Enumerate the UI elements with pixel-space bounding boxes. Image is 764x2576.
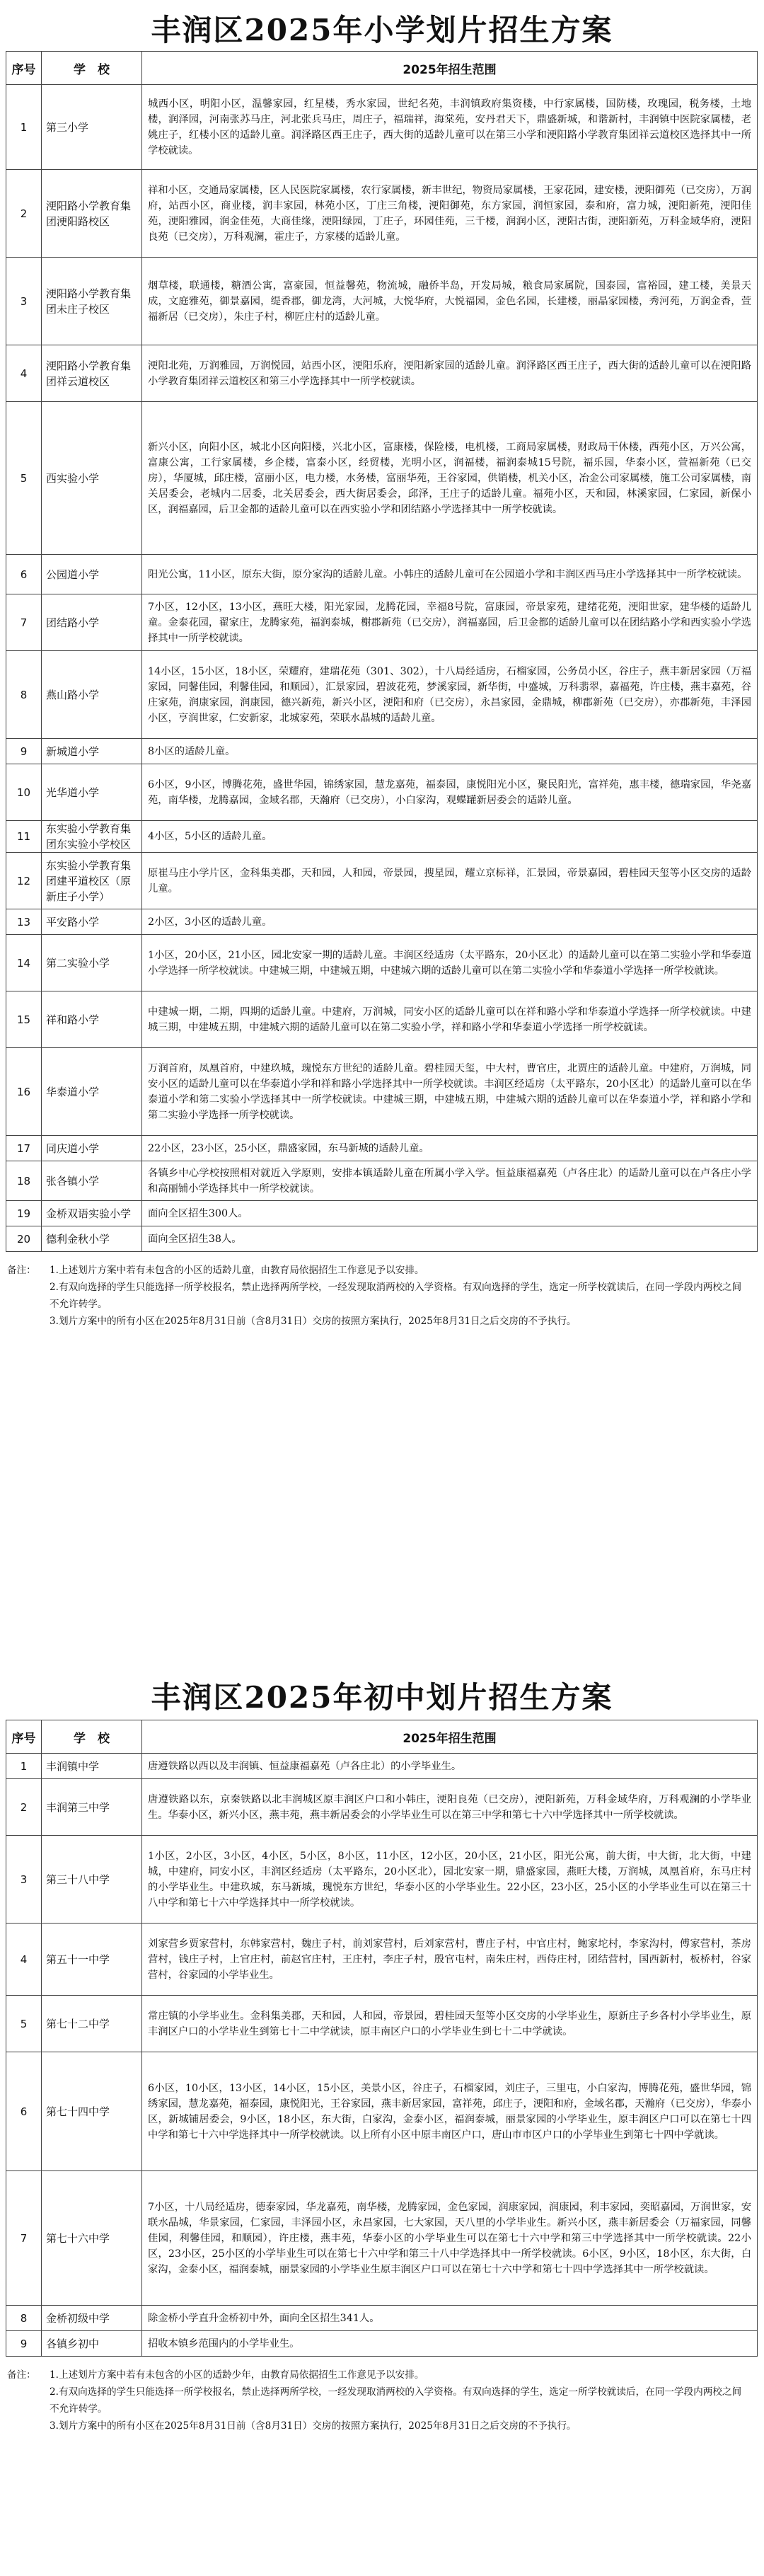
enrollment-scope: 万润首府，凤凰首府，中建玖城，瑰悦东方世纪的适龄儿童。碧桂园天玺，中大村，曹官庄，北贾庄的适龄儿童。中建府，万润城，同安小区的适龄儿童可以在华泰道小学和祥和路小学选择其中一所学校就读。丰润区经适房（太平路东，20小区北）的适龄儿童可以在华泰道小学和第二实验小学选择其中一所学校就读。中建城三期，中建城五期，中建城六期的适龄儿童可以在华泰道小学，祥和路小学和第二实验小学选择一所学校就读。 — [142, 1048, 758, 1136]
row-number: 7 — [6, 594, 42, 651]
header-scope: 2025年招生范围 — [142, 52, 758, 85]
school-name: 金桥初级中学 — [42, 2306, 142, 2331]
table-row — [6, 1161, 758, 1201]
row-number: 11 — [6, 821, 42, 853]
school-name: 同庆道小学 — [42, 1136, 142, 1161]
row-number: 1 — [6, 1754, 42, 1779]
table-row — [6, 1136, 758, 1161]
table-row — [6, 2052, 758, 2171]
header-school: 学 校 — [42, 52, 142, 85]
table-row — [6, 555, 758, 594]
note-lead — [7, 1313, 50, 1330]
table-row — [6, 1226, 758, 1252]
enrollment-scope: 各镇乡中心学校按照相对就近入学原则，安排本镇适龄儿童在所属小学入学。恒益康福嘉苑（卢各庄北）的适龄儿童可以在卢各庄小学和高丽铺小学选择其中一所学校就读。 — [142, 1161, 758, 1201]
enrollment-scope: 2小区，3小区的适龄儿童。 — [142, 909, 758, 935]
enrollment-scope: 招收本镇乡范围内的小学毕业生。 — [142, 2331, 758, 2357]
school-name: 德利金秋小学 — [42, 1226, 142, 1252]
middle-notes — [7, 2367, 750, 2434]
table-row — [6, 853, 758, 909]
table-header-row — [6, 1720, 758, 1754]
school-name: 丰润镇中学 — [42, 1754, 142, 1779]
enrollment-scope: 中建城一期，二期，四期的适龄儿童。中建府，万润城，同安小区的适龄儿童可以在祥和路小学和华泰道小学选择一所学校就读。中建城三期，中建城五期，中建城六期的适龄儿童可以在第二实验小学，祥和路小学和华泰道小学选择一所学校就读。 — [142, 991, 758, 1048]
row-number: 6 — [6, 2052, 42, 2171]
school-name: 丰润第三中学 — [42, 1779, 142, 1836]
enrollment-scope: 6小区，9小区，博腾花苑，盛世华园，锦绣家园，慧龙嘉苑，福泰园，康悦阳光小区，聚民阳光，富祥苑，惠丰楼，德瑞家园，华尧嘉苑，南华楼，龙腾嘉园，金域名郡，天瀚府（已交房），小白家沟，观蝶罐新居委会的适龄儿童。 — [142, 764, 758, 821]
note-item — [7, 1262, 750, 1279]
table-row — [6, 1048, 758, 1136]
note-item — [7, 1279, 750, 1313]
school-name: 第三小学 — [42, 85, 142, 170]
row-number: 3 — [6, 1836, 42, 1924]
school-name: 第七十四中学 — [42, 2052, 142, 2171]
enrollment-scope: 面向全区招生300人。 — [142, 1201, 758, 1226]
enrollment-scope: 烟草楼，联通楼，糖酒公寓，富豪园，恒益馨苑，物流城，融侨半岛，开发局城，粮食局家属院，国泰园，富裕园，建工楼，美景天成，文庭雅苑，御景嘉园，缇香郡，御龙湾，大河城，大悦华府，大悦福园，金色名园，长建楼，丽晶家园楼，秀河苑，万润金香，萱福新居（已交房），朱庄子村，柳匠庄村的适龄儿童。 — [142, 258, 758, 345]
school-name: 祥和路小学 — [42, 991, 142, 1048]
row-number: 20 — [6, 1226, 42, 1252]
row-number: 8 — [6, 651, 42, 739]
header-school: 学 校 — [42, 1720, 142, 1754]
school-name: 金桥双语实验小学 — [42, 1201, 142, 1226]
row-number: 19 — [6, 1201, 42, 1226]
table-row — [6, 258, 758, 345]
row-number: 14 — [6, 935, 42, 991]
enrollment-scope: 唐遵铁路以东，京秦铁路以北丰润城区原丰润区户口和小韩庄，浭阳良苑（已交房），浭阳新苑，万科金域华府，万科观澜的小学毕业生。华泰小区，新兴小区，燕丰苑，燕丰新居委会的小学毕业生可以在第三中学和第七十六中学选择其中一所学校就读。 — [142, 1779, 758, 1836]
note-text: 2.有双向选择的学生只能选择一所学校报名，禁止选择两所学校，一经发现取消两校的入学资格。有双向选择的学生，选定一所学校就读后，在同一学段内两校之间不允许转学。 — [50, 2386, 742, 2415]
school-name: 张各镇小学 — [42, 1161, 142, 1201]
enrollment-scope: 新兴小区，向阳小区，城北小区向阳楼，兴北小区，富康楼，保险楼，电机楼，工商局家属楼，财政局干休楼，西苑小区，万兴公寓，富康公寓，工行家属楼，乡企楼，富泰小区，经贸楼，光明小区，润福楼，福润泰城15号院，福乐园，华泰小区，萱福新苑（已交房），华厦城，邱庄楼，富丽小区，电力楼，水务楼，富丽华苑，王谷家园，供销楼，机关小区，冶金公司家属楼，施工公司家属楼，南关居委会，老城内二居委，北关居委会，西大街居委会，邱泽，王庄子的适龄儿童。福苑小区，天和园，林溪家园，仁家园，新保小区，润福嘉园，后卫金都的适龄儿童可以在西实验小学和团结路小学选择其中一所学校就读。 — [142, 402, 758, 555]
primary-plan-title: 丰润区2025年小学划片招生方案 — [151, 13, 613, 47]
school-name: 华泰道小学 — [42, 1048, 142, 1136]
note-item — [7, 2367, 750, 2384]
middle-plan-section — [0, 1676, 764, 2434]
row-number: 2 — [6, 170, 42, 258]
table-row — [6, 909, 758, 935]
note-lead: 备注： — [7, 1265, 36, 1276]
enrollment-scope: 城西小区，明阳小区，温馨家园，红星楼，秀水家园，世纪名苑，丰润镇政府集资楼，中行家属楼，国防楼，玫瑰园，税务楼，土地楼，润泽园，河南张苏马庄，河北张兵马庄，周庄子，福瑞祥，海棠苑，安丹君天下，鼎盛新城，和谐新村，丰润镇中医院家属楼，老姚庄子，红楼小区的适龄儿童。润泽路区西王庄子，西大街的适龄儿童可以在第三小学和浭阳路小学教育集团祥云道校区选择其中一所学校就读。 — [142, 85, 758, 170]
table-row — [6, 935, 758, 991]
table-row — [6, 85, 758, 170]
school-name: 新城道小学 — [42, 739, 142, 764]
table-row — [6, 2331, 758, 2357]
row-number: 9 — [6, 739, 42, 764]
row-number: 18 — [6, 1161, 42, 1201]
row-number: 5 — [6, 402, 42, 555]
enrollment-scope: 原崔马庄小学片区，金科集美郡，天和园，人和园，帝景园，搜星园，耀立京标祥，汇景园，帝景嘉园，碧桂园天玺等小区交房的适龄儿童。 — [142, 853, 758, 909]
row-number: 12 — [6, 853, 42, 909]
row-number: 6 — [6, 555, 42, 594]
table-row — [6, 345, 758, 402]
table-row — [6, 1779, 758, 1836]
row-number: 5 — [6, 1996, 42, 2052]
header-num: 序号 — [6, 52, 42, 85]
school-name: 浭阳路小学教育集团祥云道校区 — [42, 345, 142, 402]
school-name: 东实验小学教育集团东实验小学校区 — [42, 821, 142, 853]
school-name: 光华道小学 — [42, 764, 142, 821]
school-name: 平安路小学 — [42, 909, 142, 935]
school-name: 团结路小学 — [42, 594, 142, 651]
table-row — [6, 651, 758, 739]
school-name: 东实验小学教育集团建平道校区（原新庄子小学） — [42, 853, 142, 909]
school-name: 第二实验小学 — [42, 935, 142, 991]
table-row — [6, 1924, 758, 1996]
table-row — [6, 1201, 758, 1226]
enrollment-scope: 1小区，2小区，3小区，4小区，5小区，8小区，11小区，12小区，20小区，21小区，阳光公寓，前大街，中大街，北大街，中建城，中建府，同安小区，丰润区经适房（太平路东，20小区北），园北安家一期，鼎盛家园，燕旺大楼，万润城，凤凰首府，东马庄村的小学毕业生。中建玖城，东马新城，瑰悦东方世纪，华泰小区的小学毕业生。22小区，23小区，25小区的小学毕业生可以在第三十八中学和第七十六中学选择其中一所学校就读。 — [142, 1836, 758, 1924]
row-number: 13 — [6, 909, 42, 935]
row-number: 2 — [6, 1779, 42, 1836]
school-name: 公园道小学 — [42, 555, 142, 594]
note-text: 3.划片方案中的所有小区在2025年8月31日前（含8月31日）交房的按照方案执行，2025年8月31日之后交房的不予执行。 — [50, 2420, 577, 2432]
note-text: 3.划片方案中的所有小区在2025年8月31日前（含8月31日）交房的按照方案执行，2025年8月31日之后交房的不予执行。 — [50, 1316, 577, 1327]
row-number: 10 — [6, 764, 42, 821]
table-row — [6, 170, 758, 258]
note-item — [7, 2417, 750, 2434]
school-name: 浭阳路小学教育集团未庄子校区 — [42, 258, 142, 345]
enrollment-scope: 7小区，12小区，13小区，燕旺大楼，阳光家园，龙腾花园，幸福8号院，富康园，帝景家苑，建绪花苑，浭阳世家，建华楼的适龄儿童。金泰花园，翟家庄，龙腾家苑，福润泰城，榭郡新苑（已交房），润福嘉园，后卫金都的适龄儿童可以在团结路小学和西实验小学选择其中一所学校就读。 — [142, 594, 758, 651]
middle-plan-table — [6, 1720, 758, 2357]
table-row — [6, 2171, 758, 2306]
enrollment-scope: 22小区，23小区，25小区，鼎盛家园，东马新城的适龄儿童。 — [142, 1136, 758, 1161]
enrollment-scope: 阳光公寓，11小区，原东大街，原分家沟的适龄儿童。小韩庄的适龄儿童可在公园道小学和丰润区西马庄小学选择其中一所学校就读。 — [142, 555, 758, 594]
row-number: 3 — [6, 258, 42, 345]
row-number: 16 — [6, 1048, 42, 1136]
table-row — [6, 764, 758, 821]
table-row — [6, 1836, 758, 1924]
note-lead — [7, 2417, 50, 2434]
note-lead: 备注： — [7, 2369, 36, 2381]
row-number: 15 — [6, 991, 42, 1048]
school-name: 第七十二中学 — [42, 1996, 142, 2052]
note-lead — [7, 2384, 50, 2417]
header-scope: 2025年招生范围 — [142, 1720, 758, 1754]
school-name: 第三十八中学 — [42, 1836, 142, 1924]
school-name: 西实验小学 — [42, 402, 142, 555]
enrollment-scope: 面向全区招生38人。 — [142, 1226, 758, 1252]
note-text: 1.上述划片方案中若有未包含的小区的适龄儿童，由教育局依据招生工作意见予以安排。 — [50, 1265, 424, 1276]
table-header-row — [6, 52, 758, 85]
table-row — [6, 402, 758, 555]
enrollment-scope: 浭阳北苑，万润雅园，万润悦园，站西小区，浭阳乐府，浭阳新家园的适龄儿童。润泽路区西王庄子，西大街的适龄儿童可以在浭阳路小学教育集团祥云道校区和第三小学选择其中一所学校就读。 — [142, 345, 758, 402]
enrollment-scope: 唐遵铁路以西以及丰润镇、恒益康福嘉苑（卢各庄北）的小学毕业生。 — [142, 1754, 758, 1779]
enrollment-scope: 1小区，20小区，21小区，园北安家一期的适龄儿童。丰润区经适房（太平路东，20小区北）的适龄儿童可以在第二实验小学和华泰道小学选择一所学校就读。中建城三期，中建城五期，中建城六期的适龄儿童可以在第二实验小学和华泰道小学选择一所学校就读。 — [142, 935, 758, 991]
row-number: 17 — [6, 1136, 42, 1161]
school-name: 第七十六中学 — [42, 2171, 142, 2306]
row-number: 9 — [6, 2331, 42, 2357]
enrollment-scope: 刘家营乡贾家营村，东韩家营村，魏庄子村，前刘家营村，后刘家营村，曹庄子村，中官庄村，鲍家坨村，李家沟村，傅家营村，茶房营村，钱庄子村，上官庄村，前赵官庄村，王庄村，李庄子村，殷官屯村，南朱庄村，西侍庄村，团结营村，国西新村，板桥村，谷家营村，谷家园的小学毕业生。 — [142, 1924, 758, 1996]
enrollment-scope: 4小区，5小区的适龄儿童。 — [142, 821, 758, 853]
middle-plan-title: 丰润区2025年初中划片招生方案 — [151, 1680, 613, 1715]
primary-notes — [7, 1262, 750, 1330]
enrollment-scope: 8小区的适龄儿童。 — [142, 739, 758, 764]
enrollment-scope: 祥和小区，交通局家属楼，区人民医院家属楼，农行家属楼，新丰世纪，物资局家属楼，王家花园，建安楼，浭阳御苑（已交房），万润府，站西小区，商业楼，润丰家园，林苑小区，丁庄三角楼，浭阳御苑，东方家园，润恒家园，泰和府，富力城，浭阳新苑，浭阳佳苑，浭阳雅园，润金佳苑，大商佳缘，浭阳绿园，丁庄子，环园佳苑，三千楼，润润小区，浭阳古街，浭阳新苑，万科金域华府，浭阳良苑（已交房），万科观澜，霍庄子，方家楼的适龄儿童。 — [142, 170, 758, 258]
row-number: 1 — [6, 85, 42, 170]
table-row — [6, 739, 758, 764]
enrollment-scope: 6小区，10小区，13小区，14小区，15小区，美景小区，谷庄子，石榴家园，刘庄子，三里屯，小白家沟，博腾花苑，盛世华园，锦绣家园，慧龙嘉苑，福泰园，康悦阳光，王谷家园，燕丰新居家园，富祥苑，邱庄子，浭阳和府，金域名郡，天瀚府（已交房），华泰小区，新城铺居委会，9小区，18小区，东大街，白家沟，金泰小区，福润泰城，丽景家园的小学毕业生，原丰润区户口可以在第七十四中学和第七十六中学选择其中一所学校就读。以上所有小区中原丰南区户口，唐山市市区户口的小学毕业生到第七十四中学就读。 — [142, 2052, 758, 2171]
note-item — [7, 1313, 750, 1330]
enrollment-scope: 除金桥小学直升金桥初中外，面向全区招生341人。 — [142, 2306, 758, 2331]
table-row — [6, 1754, 758, 1779]
note-lead — [7, 1279, 50, 1313]
table-row — [6, 2306, 758, 2331]
row-number: 4 — [6, 1924, 42, 1996]
table-row — [6, 594, 758, 651]
table-row — [6, 821, 758, 853]
row-number: 4 — [6, 345, 42, 402]
enrollment-scope: 7小区，十八局经适房，德泰家园，华龙嘉苑，南华楼，龙腾家园，金色家园，润康家园，润康园，利丰家园，奕昭嘉园，万润世家，安联水晶城，华景家园，仁家园，丰泽园小区，永昌家园，七大家园，天八里的小学毕业生。新兴小区，燕丰新居委会（万福家园，同馨佳园，利馨佳园，和顺园），许庄楼，燕丰苑，华泰小区的小学毕业生可以在第七十六中学和第三中学选择其中一所学校就读。22小区，23小区，25小区的小学毕业生可以在第七十六中学和第三十八中学选择其中一所学校就读。6小区，9小区，18小区，东大街，白家沟，金泰小区，福润泰城，丽景家园的小学毕业生原丰润区户口可以在第七十六中学和第七十四中学选择其中一所学校就读。 — [142, 2171, 758, 2306]
primary-plan-table — [6, 51, 758, 1252]
enrollment-scope: 常庄镇的小学毕业生。金科集美郡，天和园，人和园，帝景园，碧桂园天玺等小区交房的小学毕业生，原新庄子乡各村小学毕业生，原丰润区户口的小学毕业生到第七十二中学就读，原丰南区户口的小学毕业生到七十二中学就读。 — [142, 1996, 758, 2052]
enrollment-scope: 14小区，15小区，18小区，荣耀府，建瑞花苑（301、302），十八局经适房，石榴家园，公务员小区，谷庄子，燕丰新居家园（万福家园，同馨佳园，利馨佳园，和顺园），汇景家园，碧波花苑，梦溪家园，新华街，中盛城，万科翡翠，嘉福苑，许庄楼，燕丰嘉苑，谷庄家苑，润康家园，润康园，德兴新苑，新兴小区，浭阳和府（已交房），永昌家园，金鼎城，柳郡新苑（已交房），亦郡新苑，丰泽园小区，亨润世家，仁安新家，北城家苑，荣联水晶城的适龄儿童。 — [142, 651, 758, 739]
table-row — [6, 991, 758, 1048]
row-number: 8 — [6, 2306, 42, 2331]
table-row — [6, 1996, 758, 2052]
row-number: 7 — [6, 2171, 42, 2306]
school-name: 第五十一中学 — [42, 1924, 142, 1996]
school-name: 燕山路小学 — [42, 651, 142, 739]
note-item — [7, 2384, 750, 2417]
school-name: 各镇乡初中 — [42, 2331, 142, 2357]
note-text: 2.有双向选择的学生只能选择一所学校报名，禁止选择两所学校，一经发现取消两校的入学资格。有双向选择的学生，选定一所学校就读后，在同一学段内两校之间不允许转学。 — [50, 1282, 742, 1310]
header-num: 序号 — [6, 1720, 42, 1754]
note-text: 1.上述划片方案中若有未包含的小区的适龄少年，由教育局依据招生工作意见予以安排。 — [50, 2369, 424, 2381]
school-name: 浭阳路小学教育集团浭阳路校区 — [42, 170, 142, 258]
